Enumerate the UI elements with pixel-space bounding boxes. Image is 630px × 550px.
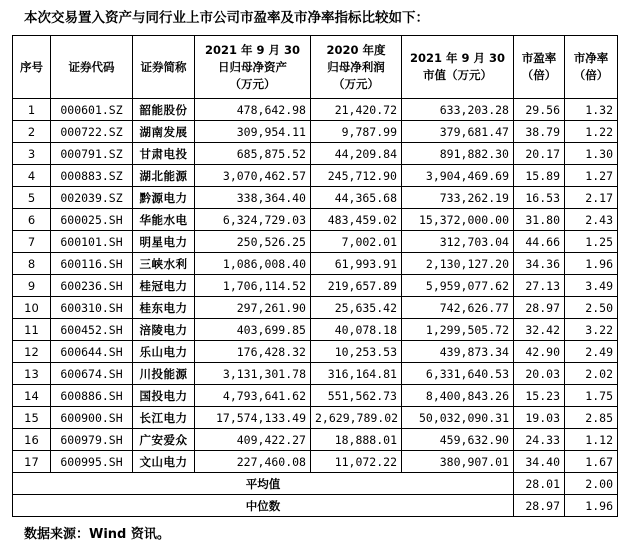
cell-net-profit: 40,078.18: [311, 319, 402, 341]
header-name: 证券简称: [133, 36, 195, 99]
header-net-profit: [311, 36, 402, 99]
cell-market-value: 3,904,469.69: [402, 165, 514, 187]
cell-net-assets: 250,526.25: [195, 231, 311, 253]
cell-net-profit: 483,459.02: [311, 209, 402, 231]
cell-code: 000722.SZ: [51, 121, 133, 143]
cell-net-assets: 685,875.52: [195, 143, 311, 165]
cell-market-value: 312,703.04: [402, 231, 514, 253]
cell-net-assets: 478,642.98: [195, 99, 311, 121]
cell-name: 桂东电力: [133, 297, 195, 319]
cell-pe: 24.33: [514, 429, 565, 451]
cell-net-profit: 61,993.91: [311, 253, 402, 275]
table-row: [13, 121, 618, 143]
cell-market-value: 439,873.34: [402, 341, 514, 363]
cell-market-value: 633,203.28: [402, 99, 514, 121]
header-pe: [514, 36, 565, 99]
cell-seq: 14: [13, 385, 51, 407]
cell-pb: 1.12: [565, 429, 618, 451]
table-row: [13, 275, 618, 297]
cell-net-profit: 11,072.22: [311, 451, 402, 473]
cell-code: 600236.SH: [51, 275, 133, 297]
cell-pb: 1.25: [565, 231, 618, 253]
cell-market-value: 5,959,077.62: [402, 275, 514, 297]
cell-net-profit: 245,712.90: [311, 165, 402, 187]
table-row: [13, 143, 618, 165]
cell-name: 华能水电: [133, 209, 195, 231]
median-pb: 1.96: [565, 495, 618, 517]
cell-seq: 15: [13, 407, 51, 429]
cell-pb: 3.49: [565, 275, 618, 297]
comparison-table: [12, 35, 618, 517]
header-net-assets: [195, 36, 311, 99]
average-pe: 28.01: [514, 473, 565, 495]
cell-name: 涪陵电力: [133, 319, 195, 341]
cell-pb: 1.22: [565, 121, 618, 143]
cell-net-assets: 6,324,729.03: [195, 209, 311, 231]
cell-pb: 2.85: [565, 407, 618, 429]
cell-name: 乐山电力: [133, 341, 195, 363]
cell-net-profit: 21,420.72: [311, 99, 402, 121]
cell-net-assets: 297,261.90: [195, 297, 311, 319]
cell-pb: 1.32: [565, 99, 618, 121]
cell-pe: 38.79: [514, 121, 565, 143]
cell-market-value: 8,400,843.26: [402, 385, 514, 407]
cell-code: 000601.SZ: [51, 99, 133, 121]
table-row: [13, 385, 618, 407]
table-row: [13, 209, 618, 231]
cell-pe: 15.89: [514, 165, 565, 187]
cell-pb: 1.67: [565, 451, 618, 473]
cell-pe: 20.03: [514, 363, 565, 385]
average-pb: 2.00: [565, 473, 618, 495]
cell-net-profit: 2,629,789.02: [311, 407, 402, 429]
header-pb-line2: （倍）: [573, 68, 609, 82]
cell-net-assets: 176,428.32: [195, 341, 311, 363]
table-row: [13, 407, 618, 429]
table-row: [13, 253, 618, 275]
header-row: [13, 36, 618, 99]
header-net-profit-line1: 2020 年度: [326, 42, 386, 57]
cell-code: 600116.SH: [51, 253, 133, 275]
cell-pb: 1.27: [565, 165, 618, 187]
cell-seq: 5: [13, 187, 51, 209]
table-row: [13, 451, 618, 473]
cell-seq: 16: [13, 429, 51, 451]
cell-seq: 17: [13, 451, 51, 473]
table-row: [13, 165, 618, 187]
median-row: [13, 495, 618, 517]
table-row: [13, 187, 618, 209]
cell-pe: 15.23: [514, 385, 565, 407]
cell-name: 川投能源: [133, 363, 195, 385]
table-row: [13, 99, 618, 121]
cell-net-profit: 219,657.89: [311, 275, 402, 297]
cell-pe: 32.42: [514, 319, 565, 341]
cell-net-assets: 309,954.11: [195, 121, 311, 143]
header-net-assets-line3: （万元）: [229, 76, 276, 91]
header-net-assets-line2: 日归母净资产: [218, 59, 287, 74]
cell-name: 国投电力: [133, 385, 195, 407]
header-market-value-line2: 市值（万元）: [423, 68, 492, 82]
cell-pe: 16.53: [514, 187, 565, 209]
cell-pb: 3.22: [565, 319, 618, 341]
cell-name: 湖南发展: [133, 121, 195, 143]
header-market-value: [402, 36, 514, 99]
header-net-profit-line2: 归母净利润: [327, 59, 385, 74]
cell-pb: 1.75: [565, 385, 618, 407]
cell-seq: 6: [13, 209, 51, 231]
cell-market-value: 733,262.19: [402, 187, 514, 209]
cell-name: 长江电力: [133, 407, 195, 429]
cell-seq: 13: [13, 363, 51, 385]
cell-pb: 2.17: [565, 187, 618, 209]
cell-net-assets: 409,422.27: [195, 429, 311, 451]
cell-pe: 31.80: [514, 209, 565, 231]
cell-pe: 42.90: [514, 341, 565, 363]
header-pb-line1: 市净率: [573, 51, 609, 65]
cell-net-profit: 551,562.73: [311, 385, 402, 407]
cell-net-profit: 9,787.99: [311, 121, 402, 143]
table-row: [13, 319, 618, 341]
cell-net-assets: 3,070,462.57: [195, 165, 311, 187]
table-row: [13, 363, 618, 385]
cell-code: 600025.SH: [51, 209, 133, 231]
cell-pb: 2.50: [565, 297, 618, 319]
cell-code: 000883.SZ: [51, 165, 133, 187]
header-market-value-line1: 2021 年 9 月 30: [409, 51, 506, 65]
cell-net-assets: 4,793,641.62: [195, 385, 311, 407]
cell-code: 600310.SH: [51, 297, 133, 319]
cell-pb: 2.49: [565, 341, 618, 363]
table-row: [13, 297, 618, 319]
table-row: [13, 341, 618, 363]
cell-net-profit: 25,635.42: [311, 297, 402, 319]
header-pb: [565, 36, 618, 99]
cell-seq: 4: [13, 165, 51, 187]
cell-market-value: 379,681.47: [402, 121, 514, 143]
cell-pe: 28.97: [514, 297, 565, 319]
table-body: [13, 99, 618, 473]
cell-pe: 19.03: [514, 407, 565, 429]
cell-code: 600644.SH: [51, 341, 133, 363]
data-source-note: 数据来源：Wind 资讯。: [24, 527, 170, 542]
cell-seq: 11: [13, 319, 51, 341]
cell-net-assets: 1,706,114.52: [195, 275, 311, 297]
cell-name: 三峡水利: [133, 253, 195, 275]
cell-pb: 2.02: [565, 363, 618, 385]
cell-code: 600900.SH: [51, 407, 133, 429]
cell-net-assets: 227,460.08: [195, 451, 311, 473]
cell-code: 600674.SH: [51, 363, 133, 385]
table-row: [13, 429, 618, 451]
cell-seq: 2: [13, 121, 51, 143]
cell-net-profit: 44,365.68: [311, 187, 402, 209]
cell-name: 甘肃电投: [133, 143, 195, 165]
cell-code: 002039.SZ: [51, 187, 133, 209]
cell-seq: 7: [13, 231, 51, 253]
cell-name: 广安爱众: [133, 429, 195, 451]
cell-code: 600886.SH: [51, 385, 133, 407]
cell-name: 黔源电力: [133, 187, 195, 209]
cell-net-profit: 7,002.01: [311, 231, 402, 253]
cell-net-assets: 17,574,133.49: [195, 407, 311, 429]
cell-name: 韶能股份: [133, 99, 195, 121]
cell-net-profit: 44,209.84: [311, 143, 402, 165]
intro-text: 本次交易置入资产与同行业上市公司市盈率及市净率指标比较如下：: [24, 10, 429, 26]
header-net-profit-line3: （万元）: [333, 76, 379, 91]
cell-code: 600101.SH: [51, 231, 133, 253]
header-pe-line1: 市盈率: [521, 51, 557, 65]
cell-seq: 10: [13, 297, 51, 319]
cell-pe: 34.40: [514, 451, 565, 473]
cell-code: 600995.SH: [51, 451, 133, 473]
cell-net-profit: 18,888.01: [311, 429, 402, 451]
median-label: 中位数: [13, 495, 514, 517]
cell-seq: 9: [13, 275, 51, 297]
cell-market-value: 891,882.30: [402, 143, 514, 165]
cell-seq: 1: [13, 99, 51, 121]
cell-net-assets: 1,086,008.40: [195, 253, 311, 275]
cell-code: 600979.SH: [51, 429, 133, 451]
average-label: 平均值: [13, 473, 514, 495]
cell-net-profit: 10,253.53: [311, 341, 402, 363]
average-row: [13, 473, 618, 495]
cell-pb: 1.96: [565, 253, 618, 275]
median-pe: 28.97: [514, 495, 565, 517]
cell-market-value: 1,299,505.72: [402, 319, 514, 341]
table-row: [13, 231, 618, 253]
header-pe-line2: （倍）: [521, 68, 557, 82]
cell-pe: 34.36: [514, 253, 565, 275]
cell-pe: 44.66: [514, 231, 565, 253]
cell-net-assets: 403,699.85: [195, 319, 311, 341]
cell-net-assets: 3,131,301.78: [195, 363, 311, 385]
cell-name: 湖北能源: [133, 165, 195, 187]
cell-pb: 1.30: [565, 143, 618, 165]
cell-seq: 8: [13, 253, 51, 275]
cell-net-profit: 316,164.81: [311, 363, 402, 385]
cell-seq: 12: [13, 341, 51, 363]
cell-market-value: 15,372,000.00: [402, 209, 514, 231]
header-code: 证券代码: [51, 36, 133, 99]
cell-market-value: 380,907.01: [402, 451, 514, 473]
cell-market-value: 50,032,090.31: [402, 407, 514, 429]
cell-name: 明星电力: [133, 231, 195, 253]
cell-net-assets: 338,364.40: [195, 187, 311, 209]
cell-market-value: 459,632.90: [402, 429, 514, 451]
header-seq: 序号: [13, 36, 51, 99]
cell-market-value: 6,331,640.53: [402, 363, 514, 385]
cell-pe: 27.13: [514, 275, 565, 297]
cell-name: 文山电力: [133, 451, 195, 473]
cell-pe: 20.17: [514, 143, 565, 165]
cell-market-value: 2,130,127.20: [402, 253, 514, 275]
cell-code: 000791.SZ: [51, 143, 133, 165]
cell-code: 600452.SH: [51, 319, 133, 341]
cell-seq: 3: [13, 143, 51, 165]
cell-pe: 29.56: [514, 99, 565, 121]
cell-name: 桂冠电力: [133, 275, 195, 297]
cell-pb: 2.43: [565, 209, 618, 231]
header-net-assets-line1: 2021 年 9 月 30: [204, 42, 301, 57]
cell-market-value: 742,626.77: [402, 297, 514, 319]
